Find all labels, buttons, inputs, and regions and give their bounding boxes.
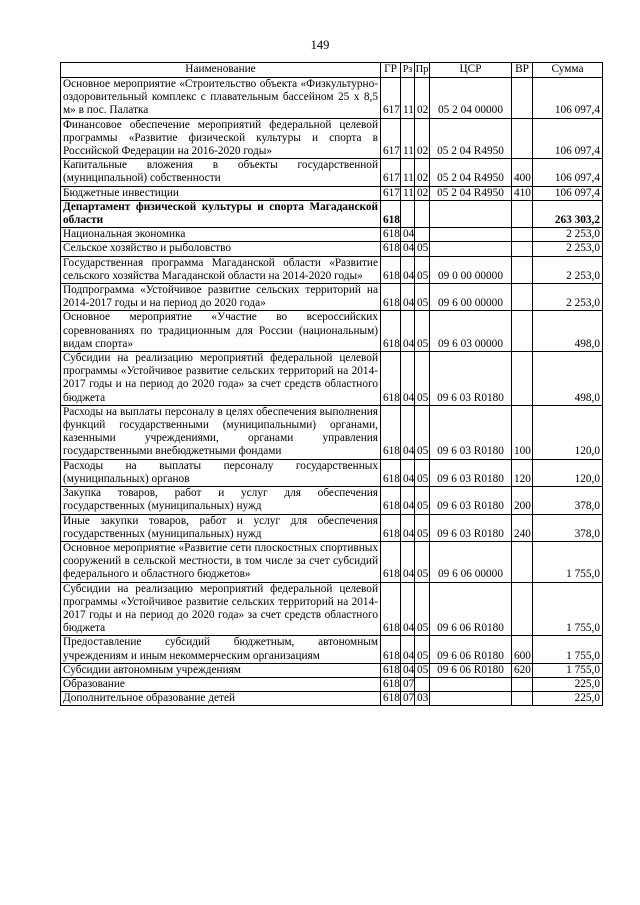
row-vr-cell: 600	[512, 636, 533, 663]
row-csr-cell	[430, 228, 512, 242]
row-gr-cell: 618	[381, 677, 401, 691]
row-sum-cell: 1 755,0	[533, 582, 603, 636]
row-pr-cell: 05	[415, 256, 430, 283]
row-name-cell: Национальная экономика	[61, 228, 381, 242]
row-rz-cell	[401, 200, 415, 227]
row-vr-cell: 100	[512, 405, 533, 459]
row-csr-cell: 09 6 06 00000	[430, 541, 512, 582]
row-gr-cell: 618	[381, 200, 401, 227]
row-csr-cell	[430, 692, 512, 706]
row-sum-cell: 225,0	[533, 677, 603, 691]
row-pr-cell: 02	[415, 78, 430, 119]
row-rz-cell: 04	[401, 514, 415, 541]
row-pr-cell: 02	[415, 186, 430, 200]
row-gr-cell: 618	[381, 692, 401, 706]
row-name-cell: Расходы на выплаты персоналу в целях обеспечения выполнения функций государственными (муниципальными) органами, казенными учреждениями, органами управления государственными внебюджетными фондами	[61, 405, 381, 459]
table-row	[61, 582, 603, 636]
row-vr-cell	[512, 228, 533, 242]
page-number: 149	[310, 38, 330, 52]
row-sum-cell: 106 097,4	[533, 78, 603, 119]
table-row	[61, 405, 603, 459]
table-row	[61, 186, 603, 200]
row-gr-cell: 618	[381, 514, 401, 541]
row-csr-cell: 09 0 00 00000	[430, 256, 512, 283]
row-gr-cell: 618	[381, 487, 401, 514]
row-pr-cell: 05	[415, 636, 430, 663]
row-csr-cell: 09 6 03 R0180	[430, 514, 512, 541]
row-name-cell: Подпрограмма «Устойчивое развитие сельских территорий на 2014-2017 годы и на период до 2020 года»	[61, 284, 381, 311]
row-name-cell: Основное мероприятие «Участие во всероссийских соревнованиях по традиционным для России (национальным) видам спорта»	[61, 311, 381, 352]
row-rz-cell: 04	[401, 582, 415, 636]
row-rz-cell: 11	[401, 118, 415, 159]
row-pr-cell	[415, 200, 430, 227]
row-name-cell: Субсидии на реализацию мероприятий федеральной целевой программы «Устойчивое развитие сельских территорий на 2014-2017 годы и на период до 2020 года» за счет средств областного бюджета	[61, 582, 381, 636]
row-pr-cell: 05	[415, 541, 430, 582]
row-vr-cell	[512, 541, 533, 582]
row-sum-cell: 106 097,4	[533, 118, 603, 159]
column-header-name: Наименование	[61, 63, 381, 78]
row-gr-cell: 618	[381, 459, 401, 486]
row-name-cell: Субсидии на реализацию мероприятий федеральной целевой программы «Устойчивое развитие сельских территорий на 2014-2017 годы и на период до 2020 года» за счет средств областного бюджета	[61, 352, 381, 406]
row-name-cell: Основное мероприятие «Развитие сети плоскостных спортивных сооружений в сельской местности, в том числе за счет субсидий федерального и областного бюджетов»	[61, 541, 381, 582]
row-pr-cell: 05	[415, 663, 430, 677]
row-vr-cell: 200	[512, 487, 533, 514]
row-gr-cell: 617	[381, 186, 401, 200]
row-name-cell: Предоставление субсидий бюджетным, автономным учреждениям и иным некоммерческим организациям	[61, 636, 381, 663]
row-rz-cell: 07	[401, 692, 415, 706]
row-gr-cell: 618	[381, 311, 401, 352]
row-rz-cell: 04	[401, 228, 415, 242]
row-sum-cell: 2 253,0	[533, 284, 603, 311]
row-pr-cell: 02	[415, 118, 430, 159]
row-gr-cell: 618	[381, 284, 401, 311]
row-rz-cell: 04	[401, 242, 415, 256]
row-csr-cell: 09 6 03 R0180	[430, 487, 512, 514]
row-vr-cell	[512, 352, 533, 406]
row-rz-cell: 11	[401, 159, 415, 186]
row-sum-cell: 106 097,4	[533, 159, 603, 186]
row-pr-cell: 05	[415, 284, 430, 311]
table-row	[61, 459, 603, 486]
row-name-cell: Финансовое обеспечение мероприятий федеральной целевой программы «Развитие физической культуры и спорта в Российской Федерации на 2016-2020 годы»	[61, 118, 381, 159]
row-gr-cell: 618	[381, 582, 401, 636]
row-sum-cell: 120,0	[533, 405, 603, 459]
table-header	[61, 63, 603, 78]
row-rz-cell: 04	[401, 459, 415, 486]
table-row	[61, 311, 603, 352]
column-header-gr: ГР	[381, 63, 401, 78]
row-rz-cell: 04	[401, 405, 415, 459]
row-rz-cell: 07	[401, 677, 415, 691]
row-rz-cell: 04	[401, 663, 415, 677]
row-name-cell: Сельское хозяйство и рыболовство	[61, 242, 381, 256]
column-header-rz: Рз	[401, 63, 415, 78]
table-row	[61, 159, 603, 186]
row-vr-cell	[512, 200, 533, 227]
column-header-csr: ЦСР	[430, 63, 512, 78]
row-csr-cell: 05 2 04 R4950	[430, 186, 512, 200]
row-name-cell: Иные закупки товаров, работ и услуг для обеспечения государственных (муниципальных) нужд	[61, 514, 381, 541]
row-rz-cell: 04	[401, 311, 415, 352]
row-sum-cell: 498,0	[533, 352, 603, 406]
column-header-pr: Пр	[415, 63, 430, 78]
row-rz-cell: 04	[401, 284, 415, 311]
row-vr-cell: 400	[512, 159, 533, 186]
row-csr-cell: 09 6 06 R0180	[430, 663, 512, 677]
row-vr-cell	[512, 118, 533, 159]
row-gr-cell: 618	[381, 256, 401, 283]
row-vr-cell	[512, 78, 533, 119]
row-name-cell: Бюджетные инвестиции	[61, 186, 381, 200]
row-gr-cell: 618	[381, 663, 401, 677]
row-gr-cell: 617	[381, 78, 401, 119]
row-name-cell: Капитальные вложения в объекты государственной (муниципальной) собственности	[61, 159, 381, 186]
table-row	[61, 78, 603, 119]
row-vr-cell: 240	[512, 514, 533, 541]
row-csr-cell: 09 6 03 R0180	[430, 352, 512, 406]
row-csr-cell: 09 6 06 R0180	[430, 636, 512, 663]
row-csr-cell: 05 2 04 R4950	[430, 159, 512, 186]
budget-table	[60, 62, 603, 706]
row-csr-cell: 09 6 03 00000	[430, 311, 512, 352]
row-csr-cell	[430, 242, 512, 256]
row-pr-cell: 05	[415, 582, 430, 636]
row-vr-cell	[512, 242, 533, 256]
row-pr-cell: 05	[415, 352, 430, 406]
row-gr-cell: 617	[381, 159, 401, 186]
row-csr-cell	[430, 677, 512, 691]
column-header-sum: Сумма	[533, 63, 603, 78]
row-gr-cell: 618	[381, 352, 401, 406]
row-csr-cell: 09 6 06 R0180	[430, 582, 512, 636]
row-name-cell: Закупка товаров, работ и услуг для обеспечения государственных (муниципальных) нужд	[61, 487, 381, 514]
row-pr-cell: 05	[415, 405, 430, 459]
row-sum-cell: 1 755,0	[533, 541, 603, 582]
table-row	[61, 256, 603, 283]
table-row	[61, 200, 603, 227]
row-sum-cell: 1 755,0	[533, 663, 603, 677]
row-csr-cell: 05 2 04 00000	[430, 78, 512, 119]
table-row	[61, 663, 603, 677]
table-row	[61, 487, 603, 514]
table-row	[61, 228, 603, 242]
row-vr-cell: 620	[512, 663, 533, 677]
table-row	[61, 541, 603, 582]
row-rz-cell: 04	[401, 256, 415, 283]
row-sum-cell: 263 303,2	[533, 200, 603, 227]
table-row	[61, 242, 603, 256]
row-vr-cell	[512, 284, 533, 311]
row-pr-cell: 05	[415, 487, 430, 514]
row-name-cell: Образование	[61, 677, 381, 691]
row-vr-cell	[512, 677, 533, 691]
table-row	[61, 284, 603, 311]
row-name-cell: Расходы на выплаты персоналу государственных (муниципальных) органов	[61, 459, 381, 486]
row-name-cell: Департамент физической культуры и спорта Магаданской области	[61, 200, 381, 227]
row-sum-cell: 106 097,4	[533, 186, 603, 200]
table-body	[61, 78, 603, 706]
row-sum-cell: 2 253,0	[533, 228, 603, 242]
table-row	[61, 677, 603, 691]
table-row	[61, 514, 603, 541]
row-vr-cell	[512, 582, 533, 636]
row-csr-cell	[430, 200, 512, 227]
row-csr-cell: 05 2 04 R4950	[430, 118, 512, 159]
table-row	[61, 118, 603, 159]
row-name-cell: Государственная программа Магаданской области «Развитие сельского хозяйства Магаданской области на 2014-2020 годы»	[61, 256, 381, 283]
row-sum-cell: 1 755,0	[533, 636, 603, 663]
row-name-cell: Основное мероприятие «Строительство объекта «Физкультурно-оздоровительный комплекс с плавательным бассейном 25 х 8,5 м» в пос. Палатка	[61, 78, 381, 119]
row-name-cell: Субсидии автономным учреждениям	[61, 663, 381, 677]
row-rz-cell: 04	[401, 541, 415, 582]
row-gr-cell: 618	[381, 242, 401, 256]
row-gr-cell: 618	[381, 405, 401, 459]
row-csr-cell: 09 6 03 R0180	[430, 405, 512, 459]
row-gr-cell: 618	[381, 636, 401, 663]
row-vr-cell: 120	[512, 459, 533, 486]
row-sum-cell: 2 253,0	[533, 256, 603, 283]
row-pr-cell: 02	[415, 159, 430, 186]
row-rz-cell: 04	[401, 636, 415, 663]
row-rz-cell: 11	[401, 78, 415, 119]
row-vr-cell	[512, 692, 533, 706]
row-sum-cell: 225,0	[533, 692, 603, 706]
table-row	[61, 692, 603, 706]
row-gr-cell: 618	[381, 541, 401, 582]
row-pr-cell	[415, 677, 430, 691]
row-rz-cell: 11	[401, 186, 415, 200]
column-header-vr: ВР	[512, 63, 533, 78]
table-row	[61, 636, 603, 663]
row-pr-cell: 05	[415, 311, 430, 352]
row-name-cell: Дополнительное образование детей	[61, 692, 381, 706]
row-vr-cell	[512, 311, 533, 352]
row-pr-cell: 05	[415, 459, 430, 486]
row-rz-cell: 04	[401, 352, 415, 406]
row-pr-cell	[415, 228, 430, 242]
row-sum-cell: 378,0	[533, 487, 603, 514]
row-gr-cell: 618	[381, 228, 401, 242]
row-sum-cell: 498,0	[533, 311, 603, 352]
row-vr-cell: 410	[512, 186, 533, 200]
row-pr-cell: 05	[415, 242, 430, 256]
row-gr-cell: 617	[381, 118, 401, 159]
row-pr-cell: 03	[415, 692, 430, 706]
row-vr-cell	[512, 256, 533, 283]
row-sum-cell: 120,0	[533, 459, 603, 486]
row-sum-cell: 2 253,0	[533, 242, 603, 256]
row-pr-cell: 05	[415, 514, 430, 541]
row-csr-cell: 09 6 00 00000	[430, 284, 512, 311]
table-row	[61, 352, 603, 406]
row-csr-cell: 09 6 03 R0180	[430, 459, 512, 486]
row-sum-cell: 378,0	[533, 514, 603, 541]
row-rz-cell: 04	[401, 487, 415, 514]
